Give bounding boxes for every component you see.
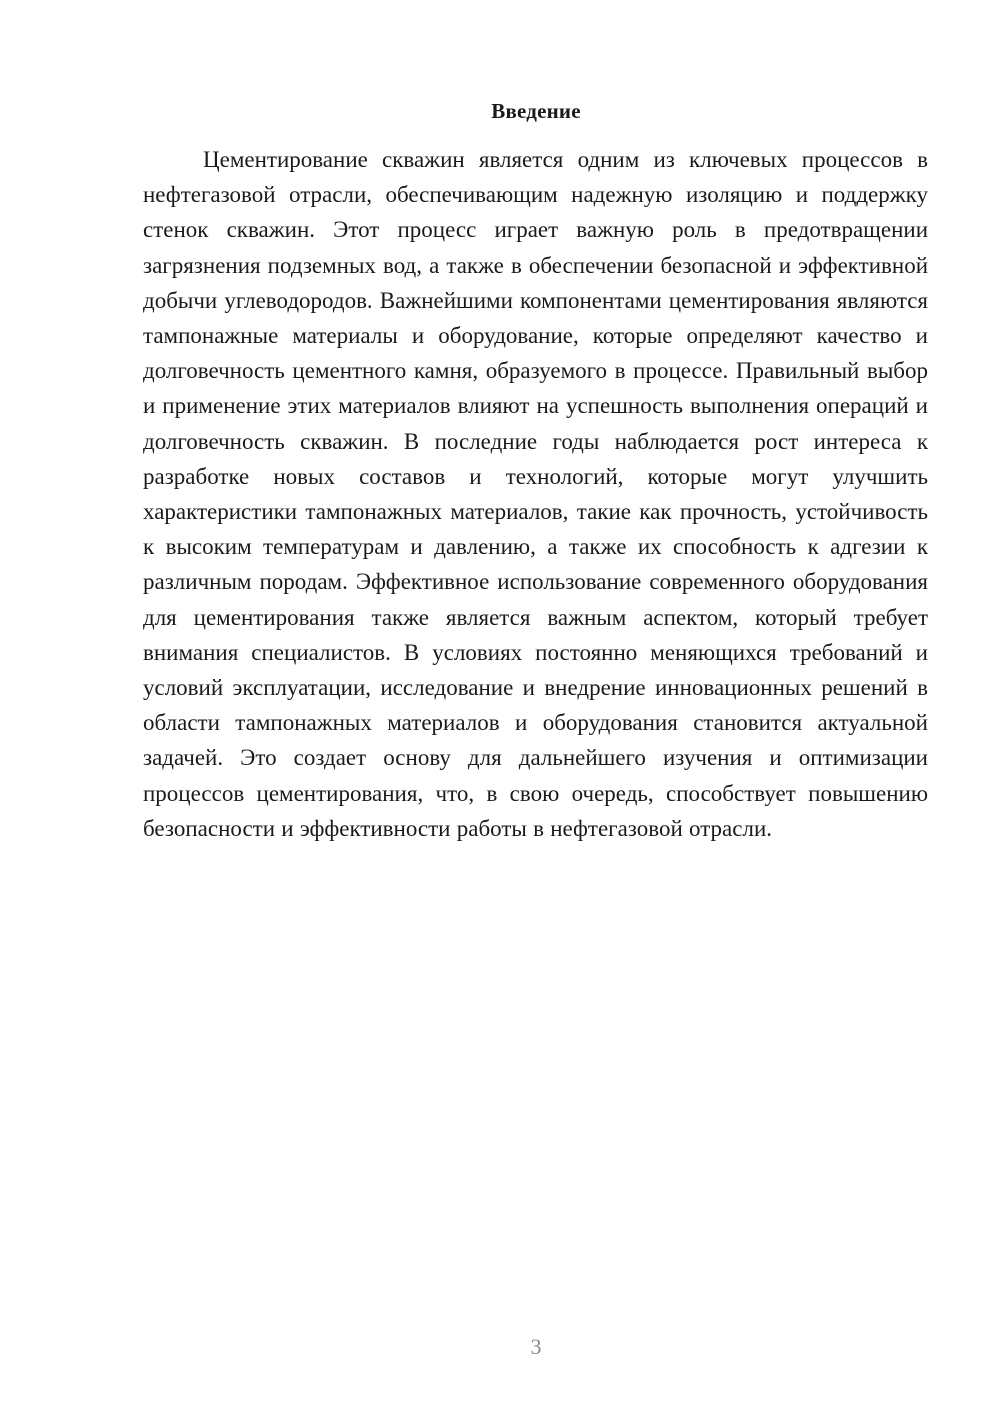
section-heading: Введение: [491, 99, 581, 123]
page-number: 3: [530, 1334, 542, 1359]
introduction-paragraph: Цементирование скважин является одним из ключевых процессов в нефтегазовой отрасли, обеспечивающим надежную изоляцию и поддержку стенок скважин. Этот процесс играет важную роль в предотвращении загрязнения подземных вод, а также в обеспечении безопасной и эффективной добычи углеводородов. Важнейшими компонентами цементирования являются тампонажные материалы и оборудование, которые определяют качество и долговечность цементного камня, образуемого в процессе. Правильный выбор и применение этих материалов влияют на успешность выполнения операций и долговечность скважин. В последние годы наблюдается рост интереса к разработке новых составов и технологий, которые могут улучшить характеристики тампонажных материалов, такие как прочность, устойчивость к высоким температурам и давлению, а также их способность к адгезии к различным породам. Эффективное использование современного оборудования для цементирования также является важным аспектом, который требует внимания специалистов. В условиях постоянно меняющихся требований и условий эксплуатации, исследование и внедрение инновационных решений в области тампонажных материалов и оборудования становится актуальной задачей. Это создает основу для дальнейшего изучения и оптимизации процессов цементирования, что, в свою очередь, способствует повышению безопасности и эффективности работы в нефтегазовой отрасли.: [143, 147, 928, 841]
